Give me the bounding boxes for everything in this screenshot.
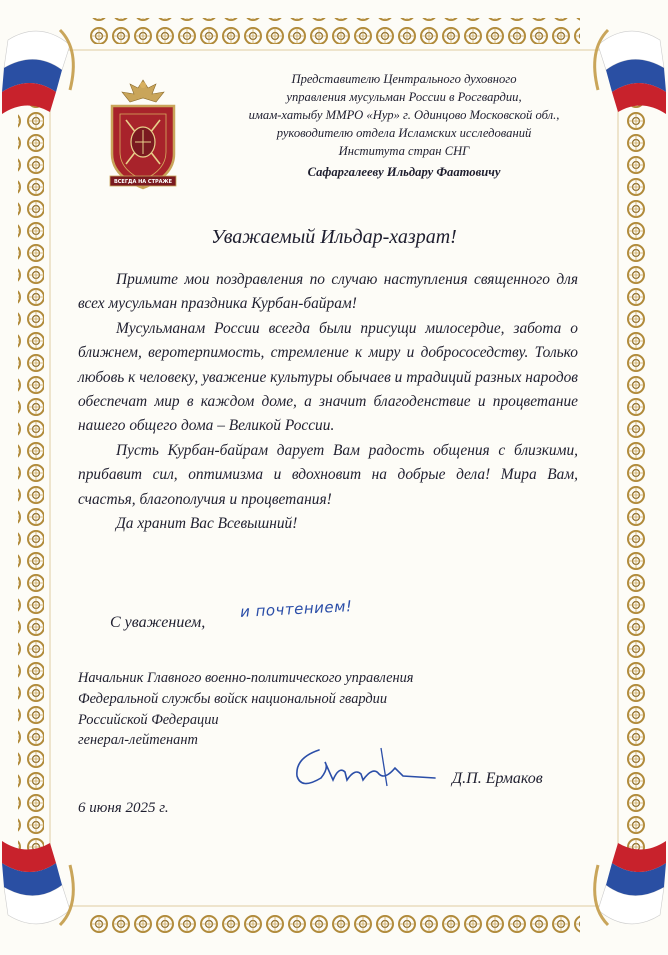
addressee-line: Представителю Центрального духовного	[291, 72, 517, 86]
sender-position-line: генерал-лейтенант	[78, 732, 198, 749]
letter-body	[78, 268, 578, 536]
body-paragraph: Примите мои поздравления по случаю наступления священного для всех мусульман праздника Курбан-байрам!	[78, 271, 578, 313]
addressee-name: Сафаргалееву Ильдару Фаатовичу	[307, 165, 501, 179]
closing-regards: С уважением,	[110, 614, 206, 631]
addressee-block	[218, 70, 590, 181]
sender-name: Д.П. Ермаков	[452, 770, 543, 787]
body-paragraph: Пусть Курбан-байрам дарует Вам радость общения с близкими, прибавит сил, оптимизма и вдохновит на добрые дела! Мира Вам, счастья, благополучия и процветания!	[78, 441, 578, 508]
handwritten-addition: и почтением!	[239, 597, 353, 621]
addressee-line: Института стран СНГ	[338, 144, 470, 158]
sender-position-line: Начальник Главного военно-политического управления	[78, 670, 414, 686]
body-paragraph: Мусульманам России всегда были присущи милосердие, забота о ближнем, веротерпимость, стремление к миру и добрососедству. Только любовь к человеку, уважение культуры обычаев и традиций разных народов обеспечат мир в каждом доме, а значит благоденствие и процветание нашего общего дома – Великой России.	[78, 319, 578, 435]
rosgvardia-emblem	[100, 76, 186, 196]
shield-icon	[131, 127, 155, 157]
emblem-motto: ВСЕГДА НА СТРАЖЕ	[113, 179, 173, 185]
sender-position-line: Российской Федерации	[78, 711, 219, 728]
eagle-icon	[122, 80, 164, 102]
body-paragraph: Да хранит Вас Всевышний!	[116, 515, 298, 533]
signature	[285, 728, 445, 798]
addressee-line: управления мусульман России в Росгвардии,	[286, 90, 522, 104]
greeting: Уважаемый Ильдар-хазрат!	[211, 226, 457, 248]
addressee-line: имам-хатыбу ММРО «Нур» г. Одинцово Московской обл.,	[248, 108, 560, 122]
addressee-line: руководителю отдела Исламских исследований	[276, 126, 532, 140]
letter-date: 6 июня 2025 г.	[78, 800, 169, 816]
sender-position-line: Федеральной службы войск национальной гвардии	[78, 690, 388, 707]
